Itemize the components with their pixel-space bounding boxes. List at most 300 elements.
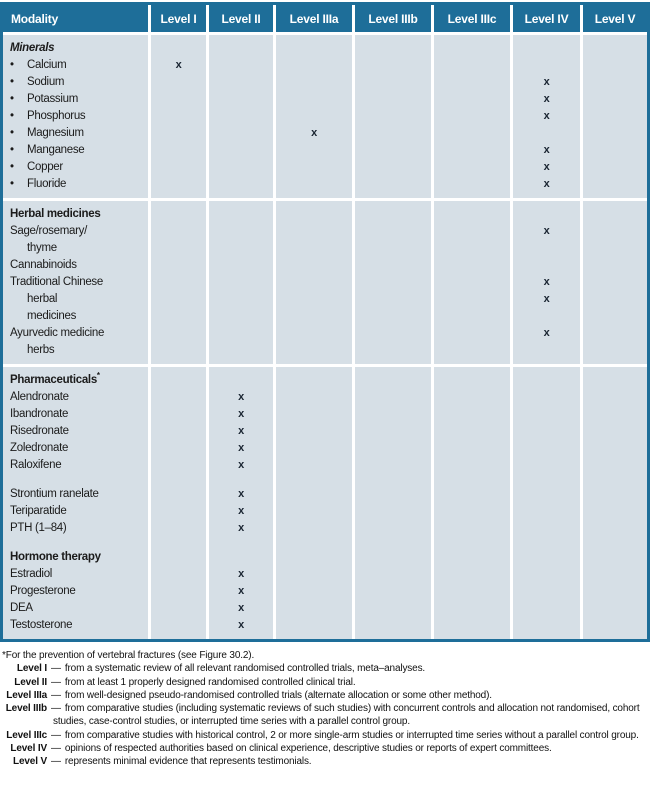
x-mark: x bbox=[238, 488, 244, 500]
level-cell bbox=[513, 342, 580, 359]
footnote-line bbox=[1, 702, 649, 729]
spacer-cell bbox=[513, 537, 580, 549]
row-label-text: Sodium bbox=[27, 76, 65, 88]
pad-cell bbox=[3, 634, 148, 639]
row-label-text: Ibandronate bbox=[10, 408, 69, 420]
row-label bbox=[3, 74, 148, 91]
level-cell bbox=[151, 223, 206, 240]
row-label bbox=[3, 206, 148, 223]
level-cell bbox=[513, 206, 580, 223]
level-cell bbox=[276, 486, 352, 503]
level-cell bbox=[513, 600, 580, 617]
level-cell bbox=[583, 108, 647, 125]
level-cell bbox=[209, 206, 273, 223]
level-cell bbox=[355, 520, 431, 537]
row-label bbox=[3, 549, 148, 566]
level-cell bbox=[434, 423, 510, 440]
level-cell bbox=[209, 503, 273, 520]
pad-cell bbox=[209, 193, 273, 198]
level-cell bbox=[355, 583, 431, 600]
level-cell bbox=[513, 549, 580, 566]
row-label bbox=[3, 503, 148, 520]
level-cell bbox=[151, 125, 206, 142]
row-label-text: Hormone therapy bbox=[10, 551, 101, 563]
level-cell bbox=[276, 240, 352, 257]
row-label bbox=[3, 159, 148, 176]
row-label bbox=[3, 617, 148, 634]
row-label-text: Zoledronate bbox=[10, 442, 69, 454]
level-cell bbox=[276, 520, 352, 537]
level-cell bbox=[151, 566, 206, 583]
level-cell bbox=[276, 91, 352, 108]
level-cell bbox=[209, 423, 273, 440]
level-cell bbox=[276, 125, 352, 142]
footnotes bbox=[0, 649, 650, 769]
x-mark: x bbox=[543, 225, 550, 237]
level-cell bbox=[276, 583, 352, 600]
x-mark: x bbox=[238, 459, 244, 471]
footnote-dash: — bbox=[51, 703, 61, 715]
row-label-text: Testosterone bbox=[10, 619, 73, 631]
level-cell bbox=[151, 57, 206, 74]
footnote-level-text: represents minimal evidence that represents testimonials. bbox=[64, 756, 312, 768]
level-cell bbox=[276, 440, 352, 457]
column-header-level-iv: Level IV bbox=[513, 5, 580, 32]
level-cell bbox=[355, 600, 431, 617]
level-cell bbox=[583, 125, 647, 142]
level-cell bbox=[355, 40, 431, 57]
level-cell bbox=[513, 125, 580, 142]
level-cell bbox=[355, 389, 431, 406]
row-label-text: Pharmaceuticals bbox=[10, 374, 97, 386]
x-mark: x bbox=[238, 391, 244, 403]
footnote-level-label: Level IIIc bbox=[6, 729, 47, 741]
bullet-icon: • bbox=[10, 93, 14, 105]
row-label-text: Traditional Chinese bbox=[10, 276, 103, 288]
footnote-level-label: Level V bbox=[13, 756, 47, 768]
row-label bbox=[3, 457, 148, 474]
x-mark: x bbox=[238, 585, 244, 597]
row-label bbox=[3, 108, 148, 125]
row-label bbox=[3, 566, 148, 583]
footnote-dash: — bbox=[51, 663, 61, 675]
level-cell bbox=[151, 108, 206, 125]
level-cell bbox=[209, 159, 273, 176]
level-cell bbox=[276, 617, 352, 634]
pad-cell bbox=[3, 359, 148, 364]
level-cell bbox=[513, 457, 580, 474]
level-cell bbox=[151, 389, 206, 406]
pad-cell bbox=[583, 193, 647, 198]
spacer-cell bbox=[434, 537, 510, 549]
level-cell bbox=[276, 206, 352, 223]
pad-cell bbox=[583, 634, 647, 639]
row-label bbox=[3, 600, 148, 617]
row-label-text: Magnesium bbox=[27, 127, 84, 139]
row-label-text: medicines bbox=[27, 310, 77, 322]
row-label-text: Alendronate bbox=[10, 391, 69, 403]
level-cell bbox=[276, 176, 352, 193]
row-label-text: Manganese bbox=[27, 144, 85, 156]
level-cell bbox=[513, 372, 580, 389]
level-cell bbox=[583, 406, 647, 423]
row-label-text: Risedronate bbox=[10, 425, 69, 437]
level-cell bbox=[276, 308, 352, 325]
pad-cell bbox=[355, 634, 431, 639]
column-header-level-v: Level V bbox=[583, 5, 647, 32]
level-cell bbox=[583, 206, 647, 223]
row-label-text: Calcium bbox=[27, 59, 67, 71]
row-label-text: Teriparatide bbox=[10, 505, 67, 517]
level-cell bbox=[209, 583, 273, 600]
level-cell bbox=[434, 159, 510, 176]
level-cell bbox=[151, 406, 206, 423]
row-label bbox=[3, 486, 148, 503]
row-label bbox=[3, 40, 148, 57]
row-label-text: Cannabinoids bbox=[10, 259, 77, 271]
level-cell bbox=[434, 520, 510, 537]
x-mark: x bbox=[543, 327, 550, 339]
level-cell bbox=[434, 240, 510, 257]
spacer-cell bbox=[3, 537, 148, 549]
level-cell bbox=[434, 583, 510, 600]
level-cell bbox=[355, 325, 431, 342]
footnote-level-text: from comparative studies (including systematic reviews of such studies) with concurrent controls and allocation not randomised, cohort studies, case-control studies, or interrupted time series with a parallel control group. bbox=[53, 703, 640, 728]
level-cell bbox=[276, 291, 352, 308]
level-cell bbox=[151, 257, 206, 274]
level-cell bbox=[276, 423, 352, 440]
footnote-level-label: Level IIIb bbox=[5, 703, 47, 715]
level-cell bbox=[276, 108, 352, 125]
level-cell bbox=[434, 440, 510, 457]
pad-cell bbox=[355, 193, 431, 198]
level-cell bbox=[355, 274, 431, 291]
level-cell bbox=[513, 257, 580, 274]
level-cell bbox=[209, 520, 273, 537]
level-cell bbox=[355, 240, 431, 257]
column-header-level-iiic: Level IIIc bbox=[434, 5, 510, 32]
row-label-text: herbal bbox=[27, 293, 58, 305]
spacer-cell bbox=[276, 537, 352, 549]
level-cell bbox=[151, 291, 206, 308]
level-cell bbox=[355, 257, 431, 274]
level-cell bbox=[151, 274, 206, 291]
level-cell bbox=[583, 486, 647, 503]
level-cell bbox=[276, 57, 352, 74]
spacer-cell bbox=[434, 474, 510, 486]
pad-cell bbox=[513, 193, 580, 198]
level-cell bbox=[209, 125, 273, 142]
level-cell bbox=[355, 308, 431, 325]
footnote-level-label: Level IIIa bbox=[6, 689, 47, 701]
level-cell bbox=[513, 108, 580, 125]
level-cell bbox=[434, 486, 510, 503]
level-cell bbox=[151, 325, 206, 342]
level-cell bbox=[434, 40, 510, 57]
level-cell bbox=[583, 40, 647, 57]
pad-cell bbox=[434, 359, 510, 364]
row-label bbox=[3, 176, 148, 193]
column-header-modality: Modality bbox=[3, 5, 148, 32]
footnote-level-definitions bbox=[1, 662, 649, 768]
footnote-line bbox=[1, 755, 649, 768]
footnote-line bbox=[1, 676, 649, 689]
bullet-icon: • bbox=[10, 144, 14, 156]
level-cell bbox=[276, 389, 352, 406]
level-cell bbox=[209, 240, 273, 257]
spacer-cell bbox=[583, 537, 647, 549]
bullet-icon: • bbox=[10, 161, 14, 173]
footnote-line bbox=[1, 689, 649, 702]
row-label-text: Minerals bbox=[10, 42, 55, 54]
level-cell bbox=[151, 520, 206, 537]
level-cell bbox=[355, 142, 431, 159]
level-cell bbox=[209, 40, 273, 57]
row-label bbox=[3, 308, 148, 325]
level-cell bbox=[151, 583, 206, 600]
level-cell bbox=[151, 486, 206, 503]
level-cell bbox=[151, 457, 206, 474]
level-cell bbox=[151, 91, 206, 108]
level-cell bbox=[209, 566, 273, 583]
x-mark: x bbox=[238, 505, 244, 517]
level-cell bbox=[583, 566, 647, 583]
level-cell bbox=[355, 406, 431, 423]
column-header-level-iiib: Level IIIb bbox=[355, 5, 431, 32]
row-label-text: Estradiol bbox=[10, 568, 53, 580]
level-cell bbox=[209, 457, 273, 474]
level-cell bbox=[583, 74, 647, 91]
row-label-text: Fluoride bbox=[27, 178, 67, 190]
spacer-cell bbox=[276, 474, 352, 486]
row-label bbox=[3, 142, 148, 159]
level-cell bbox=[276, 600, 352, 617]
level-cell bbox=[151, 176, 206, 193]
row-label bbox=[3, 257, 148, 274]
row-label-text: Strontium ranelate bbox=[10, 488, 99, 500]
level-cell bbox=[355, 125, 431, 142]
footnote-line bbox=[1, 729, 649, 742]
level-cell bbox=[355, 423, 431, 440]
level-cell bbox=[583, 257, 647, 274]
row-label-text: Progesterone bbox=[10, 585, 76, 597]
level-cell bbox=[355, 206, 431, 223]
level-cell bbox=[513, 566, 580, 583]
level-cell bbox=[151, 206, 206, 223]
row-label bbox=[3, 291, 148, 308]
table-section-3 bbox=[3, 367, 647, 639]
row-label bbox=[3, 406, 148, 423]
level-cell bbox=[355, 74, 431, 91]
level-cell bbox=[209, 274, 273, 291]
level-cell bbox=[276, 159, 352, 176]
level-cell bbox=[583, 142, 647, 159]
bullet-icon: • bbox=[10, 110, 14, 122]
row-label-text: Ayurvedic medicine bbox=[10, 327, 105, 339]
spacer-cell bbox=[355, 474, 431, 486]
level-cell bbox=[513, 291, 580, 308]
level-cell bbox=[583, 457, 647, 474]
level-cell bbox=[583, 549, 647, 566]
level-cell bbox=[434, 274, 510, 291]
level-cell bbox=[513, 223, 580, 240]
row-label bbox=[3, 91, 148, 108]
level-cell bbox=[434, 389, 510, 406]
level-cell bbox=[583, 423, 647, 440]
level-cell bbox=[513, 159, 580, 176]
level-cell bbox=[583, 520, 647, 537]
level-cell bbox=[434, 257, 510, 274]
row-label bbox=[3, 372, 148, 389]
pad-cell bbox=[151, 359, 206, 364]
level-cell bbox=[513, 91, 580, 108]
level-cell bbox=[583, 389, 647, 406]
row-label bbox=[3, 423, 148, 440]
level-cell bbox=[583, 600, 647, 617]
level-cell bbox=[583, 440, 647, 457]
level-cell bbox=[355, 440, 431, 457]
x-mark: x bbox=[543, 276, 550, 288]
level-cell bbox=[151, 308, 206, 325]
level-cell bbox=[434, 549, 510, 566]
level-cell bbox=[513, 240, 580, 257]
level-cell bbox=[434, 372, 510, 389]
level-cell bbox=[209, 74, 273, 91]
level-cell bbox=[583, 91, 647, 108]
level-cell bbox=[151, 600, 206, 617]
level-cell bbox=[276, 223, 352, 240]
level-cell bbox=[209, 291, 273, 308]
level-cell bbox=[513, 389, 580, 406]
x-mark: x bbox=[238, 442, 244, 454]
row-label bbox=[3, 125, 148, 142]
level-cell bbox=[209, 486, 273, 503]
x-mark: x bbox=[311, 127, 317, 139]
row-label-text: Herbal medicines bbox=[10, 208, 101, 220]
level-cell bbox=[583, 176, 647, 193]
pad-cell bbox=[513, 359, 580, 364]
level-cell bbox=[513, 325, 580, 342]
level-cell bbox=[209, 440, 273, 457]
level-cell bbox=[583, 342, 647, 359]
footnote-level-label: Level I bbox=[16, 663, 47, 675]
level-cell bbox=[434, 457, 510, 474]
level-cell bbox=[355, 486, 431, 503]
row-label bbox=[3, 274, 148, 291]
pad-cell bbox=[209, 634, 273, 639]
bullet-icon: • bbox=[10, 127, 14, 139]
level-cell bbox=[355, 108, 431, 125]
level-cell bbox=[276, 274, 352, 291]
row-label-text: DEA bbox=[10, 602, 33, 614]
pad-cell bbox=[434, 634, 510, 639]
level-cell bbox=[355, 457, 431, 474]
column-header-level-iiia: Level IIIa bbox=[276, 5, 352, 32]
level-cell bbox=[434, 566, 510, 583]
level-cell bbox=[434, 291, 510, 308]
x-mark: x bbox=[238, 425, 244, 437]
row-label bbox=[3, 583, 148, 600]
row-label-text: Sage/rosemary/ bbox=[10, 225, 87, 237]
row-label bbox=[3, 342, 148, 359]
level-cell bbox=[434, 91, 510, 108]
x-mark: x bbox=[238, 408, 244, 420]
row-label bbox=[3, 440, 148, 457]
level-cell bbox=[355, 503, 431, 520]
pad-cell bbox=[276, 359, 352, 364]
row-label bbox=[3, 520, 148, 537]
level-cell bbox=[434, 206, 510, 223]
level-cell bbox=[434, 142, 510, 159]
pad-cell bbox=[151, 193, 206, 198]
level-cell bbox=[583, 291, 647, 308]
level-cell bbox=[434, 57, 510, 74]
level-cell bbox=[276, 40, 352, 57]
level-cell bbox=[276, 566, 352, 583]
x-mark: x bbox=[543, 110, 550, 122]
level-cell bbox=[276, 549, 352, 566]
x-mark: x bbox=[238, 522, 244, 534]
level-cell bbox=[276, 503, 352, 520]
level-cell bbox=[513, 308, 580, 325]
spacer-cell bbox=[513, 474, 580, 486]
pad-cell bbox=[583, 359, 647, 364]
pad-cell bbox=[276, 193, 352, 198]
footnote-dash: — bbox=[51, 676, 61, 688]
level-cell bbox=[434, 176, 510, 193]
pad-cell bbox=[3, 193, 148, 198]
x-mark: x bbox=[238, 602, 244, 614]
table-header-row bbox=[3, 5, 647, 32]
level-cell bbox=[583, 372, 647, 389]
table-section-2 bbox=[3, 201, 647, 364]
pad-cell bbox=[434, 193, 510, 198]
row-label-text: Raloxifene bbox=[10, 459, 62, 471]
pad-cell bbox=[513, 634, 580, 639]
row-label-text: Phosphorus bbox=[27, 110, 86, 122]
level-cell bbox=[434, 125, 510, 142]
footnote-level-text: from well-designed pseudo-randomised controlled trials (alternate allocation or some other method). bbox=[64, 689, 492, 701]
level-cell bbox=[209, 549, 273, 566]
row-label-text: Copper bbox=[27, 161, 63, 173]
level-cell bbox=[151, 142, 206, 159]
footnote-dash: — bbox=[51, 743, 61, 755]
level-cell bbox=[209, 617, 273, 634]
level-cell bbox=[583, 325, 647, 342]
level-cell bbox=[209, 308, 273, 325]
row-label bbox=[3, 223, 148, 240]
level-cell bbox=[434, 617, 510, 634]
pad-cell bbox=[151, 634, 206, 639]
level-cell bbox=[513, 74, 580, 91]
footnote-asterisk-line: *For the prevention of vertebral fractures (see Figure 30.2). bbox=[2, 650, 255, 661]
column-header-level-ii: Level II bbox=[209, 5, 273, 32]
column-header-level-i: Level I bbox=[151, 5, 206, 32]
level-cell bbox=[276, 457, 352, 474]
x-mark: x bbox=[238, 619, 244, 631]
footnote-dash: — bbox=[51, 729, 61, 741]
level-cell bbox=[151, 549, 206, 566]
x-mark: x bbox=[238, 568, 244, 580]
table-section-1 bbox=[3, 35, 647, 198]
level-cell bbox=[209, 142, 273, 159]
level-cell bbox=[513, 520, 580, 537]
evidence-level-table bbox=[0, 2, 650, 642]
x-mark: x bbox=[543, 293, 550, 305]
footnote-marker-icon: * bbox=[96, 371, 100, 381]
level-cell bbox=[355, 617, 431, 634]
footnote-dash: — bbox=[51, 689, 61, 701]
